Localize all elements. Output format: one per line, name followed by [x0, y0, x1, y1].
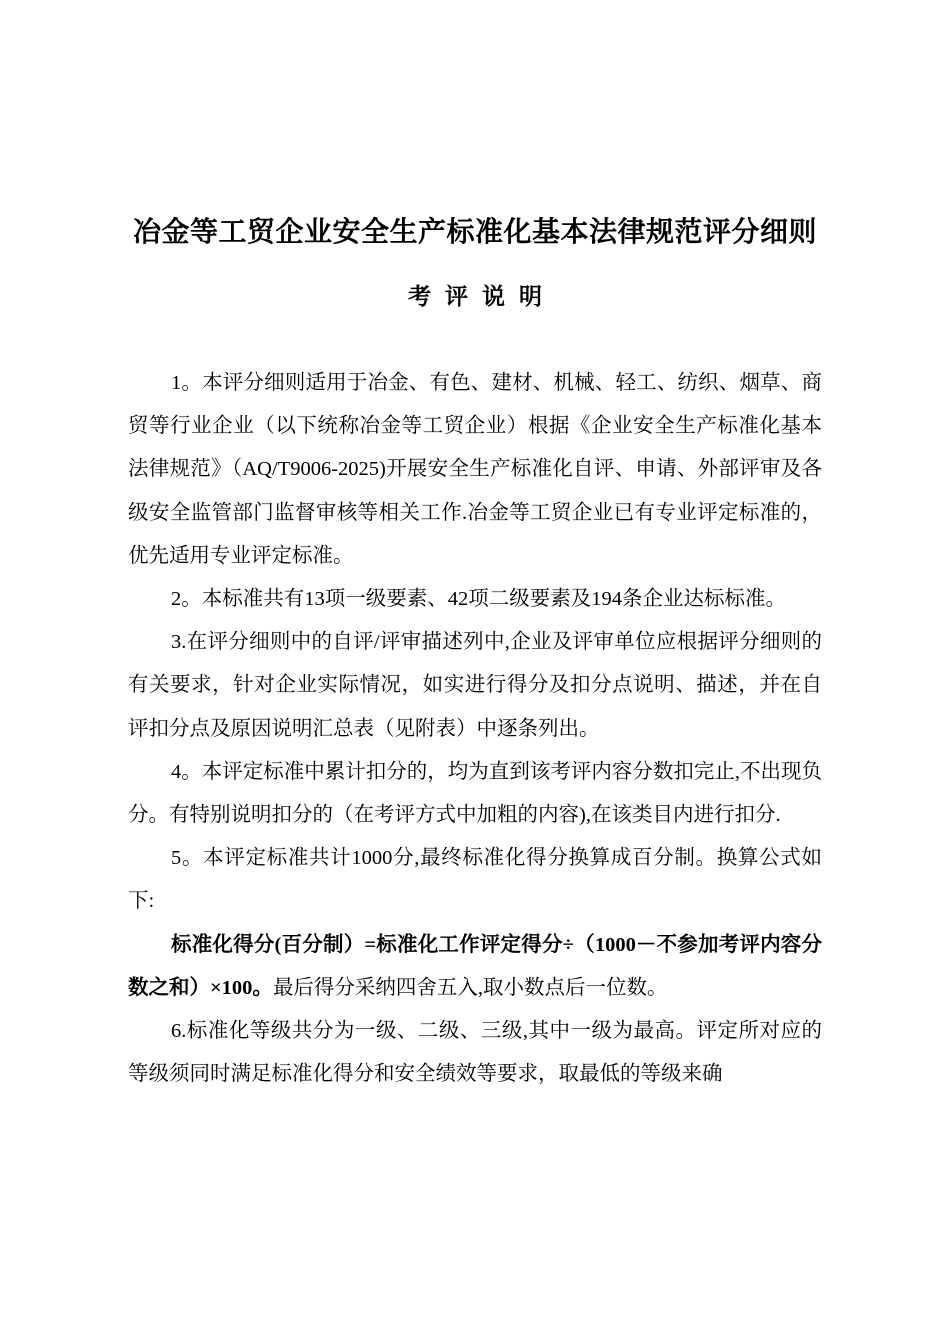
paragraph-3: 3.在评分细则中的自评/评审描述列中,企业及评审单位应根据评分细则的有关要求，针对企业实际情况，如实进行得分及扣分点说明、描述，并在自评扣分点及原因说明汇总表（见附表）中逐条列出。	[128, 631, 822, 740]
formula-bold-text: 标准化得分(百分制）=标准化工作评定得分÷（1000－不参加考评内容分数之和）×100。	[128, 933, 822, 999]
paragraph-4: 4。本评定标准中累计扣分的，均为直到该考评内容分数扣完止,不出现负分。有特别说明扣分的（在考评方式中加粗的内容),在该类目内进行扣分.	[128, 760, 822, 827]
paragraph-1: 1。本评分细则适用于冶金、有色、建材、机械、轻工、纺织、烟草、商贸等行业企业（以下统称冶金等工贸企业）根据《企业安全生产标准化基本法律规范》（AQ/T9006-2025)开展安全生产标准化自评、申请、外部评审及各级安全监管部门监督审核等相关工作.冶金等工贸企业已有专业评定标准的，优先适用专业评定标准。	[128, 372, 822, 567]
document-subtitle	[0, 279, 950, 315]
formula-rest-text: 最后得分采纳四舍五入,取小数点后一位数。	[272, 976, 668, 999]
subtitle-char: 考	[408, 284, 431, 309]
subtitle-char: 评	[445, 284, 468, 309]
subtitle-char: 明	[519, 284, 542, 309]
paragraph-6: 6.标准化等级共分为一级、二级、三级,其中一级为最高。评定所对应的等级须同时满足标准化得分和安全绩效等要求，取最低的等级来确	[128, 1020, 822, 1086]
paragraph-2: 2。本标准共有13项一级要素、42项二级要素及194条企业达标标准。	[171, 588, 786, 611]
document-body	[128, 362, 822, 1096]
paragraph-5: 5。本评定标准共计1000分,最终标准化得分换算成百分制。换算公式如下:	[128, 847, 822, 913]
subtitle-char: 说	[482, 284, 505, 309]
document-title: 冶金等工贸企业安全生产标准化基本法律规范评分细则	[132, 217, 817, 248]
formula-paragraph	[128, 924, 822, 1010]
